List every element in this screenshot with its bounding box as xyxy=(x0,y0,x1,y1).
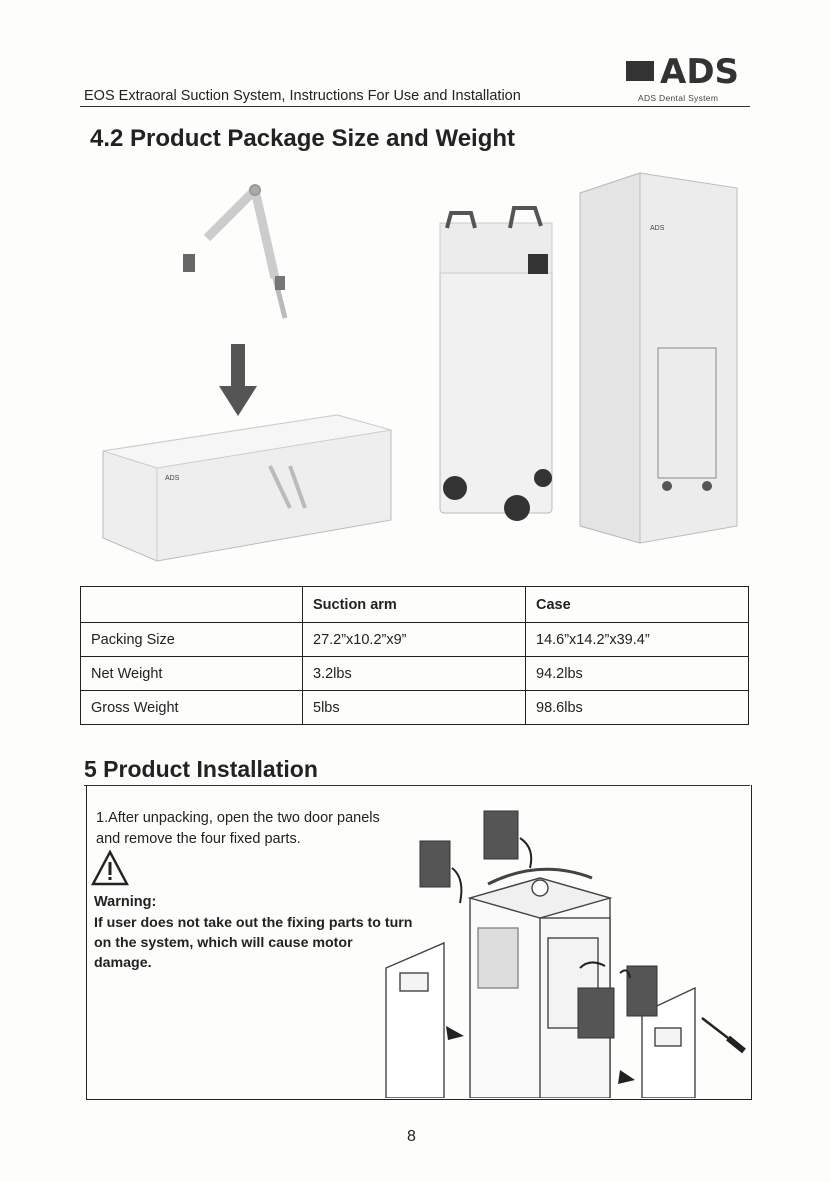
arm-value: 3.2lbs xyxy=(303,657,526,691)
down-arrow-icon xyxy=(219,344,257,416)
suction-case-illustration xyxy=(440,208,552,521)
section-title-installation: 5 Product Installation xyxy=(84,756,318,782)
row-label: Net Weight xyxy=(81,657,303,691)
table-header-cell: Case xyxy=(526,587,749,623)
page-number: 8 xyxy=(407,1128,416,1145)
warning-label: Warning: xyxy=(94,894,157,910)
suction-arm-illustration xyxy=(183,185,285,318)
ads-logo: ADS xyxy=(660,52,740,92)
case-value: 98.6lbs xyxy=(526,691,749,725)
header-divider xyxy=(80,106,750,107)
svg-text:ADS: ADS xyxy=(650,225,665,232)
package-illustration xyxy=(95,168,745,568)
case-value: 94.2lbs xyxy=(526,657,749,691)
installation-diagram xyxy=(380,808,748,1098)
table-header-row xyxy=(81,587,749,623)
table-row xyxy=(81,691,749,725)
arrow-head-icon xyxy=(618,1070,635,1084)
suction-arm-box-illustration xyxy=(103,415,391,561)
case-value: 14.6”x14.2”x39.4” xyxy=(526,623,749,657)
arrow-head-icon xyxy=(446,1026,464,1040)
arm-value: 27.2”x10.2”x9” xyxy=(303,623,526,657)
section-title-package: 4.2 Product Package Size and Weight xyxy=(90,125,516,152)
row-label: Packing Size xyxy=(81,623,303,657)
svg-text:ADS: ADS xyxy=(165,475,180,482)
install-step-1: 1.After unpacking, open the two door panels and remove the four fixed parts. xyxy=(96,810,380,847)
ads-logo-mark xyxy=(626,61,654,81)
table-header-cell: Suction arm xyxy=(303,587,526,623)
document-title: EOS Extraoral Suction System, Instructions For Use and Installation xyxy=(84,88,521,104)
cabinet-illustration xyxy=(470,869,610,1098)
package-spec-table xyxy=(80,586,749,725)
screwdriver-icon xyxy=(702,1018,744,1051)
door-panel-left xyxy=(386,943,444,1098)
case-box-illustration xyxy=(580,173,737,543)
table-row xyxy=(81,623,749,657)
table-header-cell xyxy=(81,587,303,623)
arm-value: 5lbs xyxy=(303,691,526,725)
row-label: Gross Weight xyxy=(81,691,303,725)
table-row xyxy=(81,657,749,691)
logo-subtitle: ADS Dental System xyxy=(638,93,719,103)
warning-icon xyxy=(90,848,130,888)
warning-text: If user does not take out the fixing parts to turn on the system, which will cause motor damage. xyxy=(94,915,413,971)
